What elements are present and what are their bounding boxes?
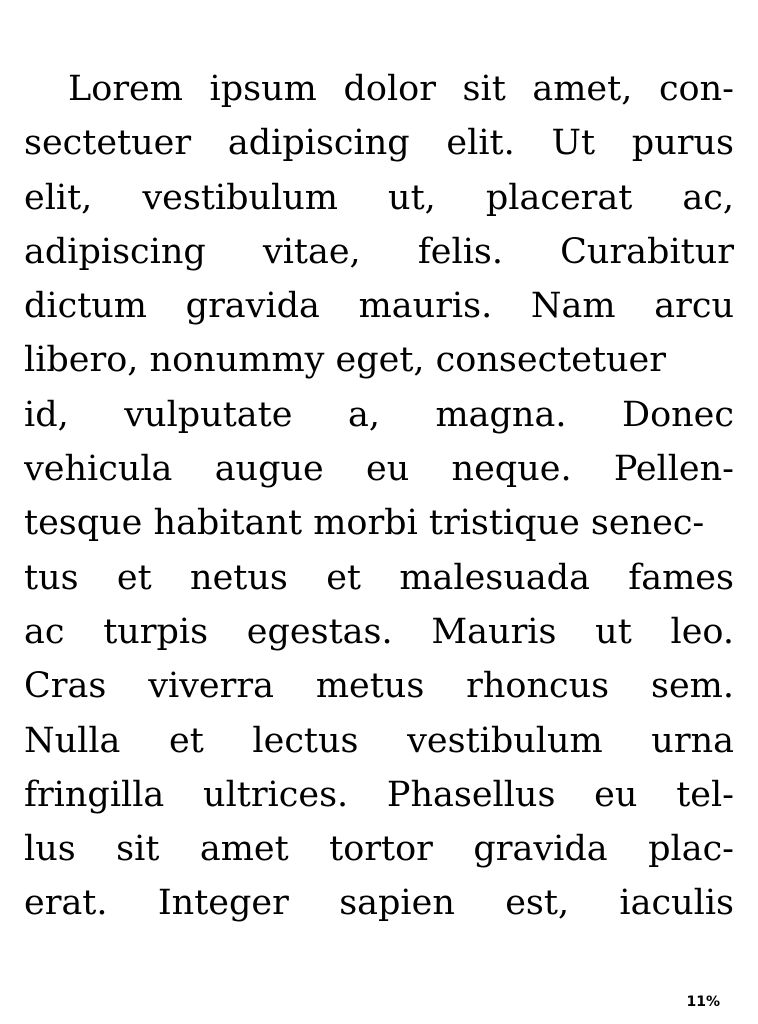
text-line-1: Lorem ipsum dolor sit amet, con-	[68, 69, 734, 109]
text-line-2: sectetuer adipiscing elit. Ut purus	[24, 123, 734, 164]
text-line-6: libero, nonummy eget, consectetuer	[24, 340, 666, 381]
text-line-10: tus et netus et malesuada fames	[24, 557, 734, 598]
text-line-13: Nulla et lectus vestibulum urna	[24, 720, 734, 761]
text-line-5: dictum gravida mauris. Nam arcu	[24, 286, 734, 327]
text-line-11: ac turpis egestas. Mauris ut leo.	[24, 611, 734, 652]
text-line-3: elit, vestibulum ut, placerat ac,	[24, 177, 734, 218]
text-line-9: tesque habitant morbi tristique senec-	[24, 503, 705, 544]
text-line-7: id, vulputate a, magna. Donec	[24, 394, 734, 435]
text-line-12: Cras viverra metus rhoncus sem.	[24, 666, 734, 707]
reading-progress: 11%	[686, 994, 720, 1010]
text-line-15: lus sit amet tortor gravida plac-	[24, 829, 734, 870]
text-line-16: erat. Integer sapien est, iaculis	[24, 883, 734, 924]
book-text	[24, 62, 734, 931]
text-line-14: fringilla ultrices. Phasellus eu tel-	[24, 774, 734, 815]
text-line-4: adipiscing vitae, felis. Curabitur	[24, 231, 734, 272]
text-line-8: vehicula augue eu neque. Pellen-	[24, 449, 734, 490]
